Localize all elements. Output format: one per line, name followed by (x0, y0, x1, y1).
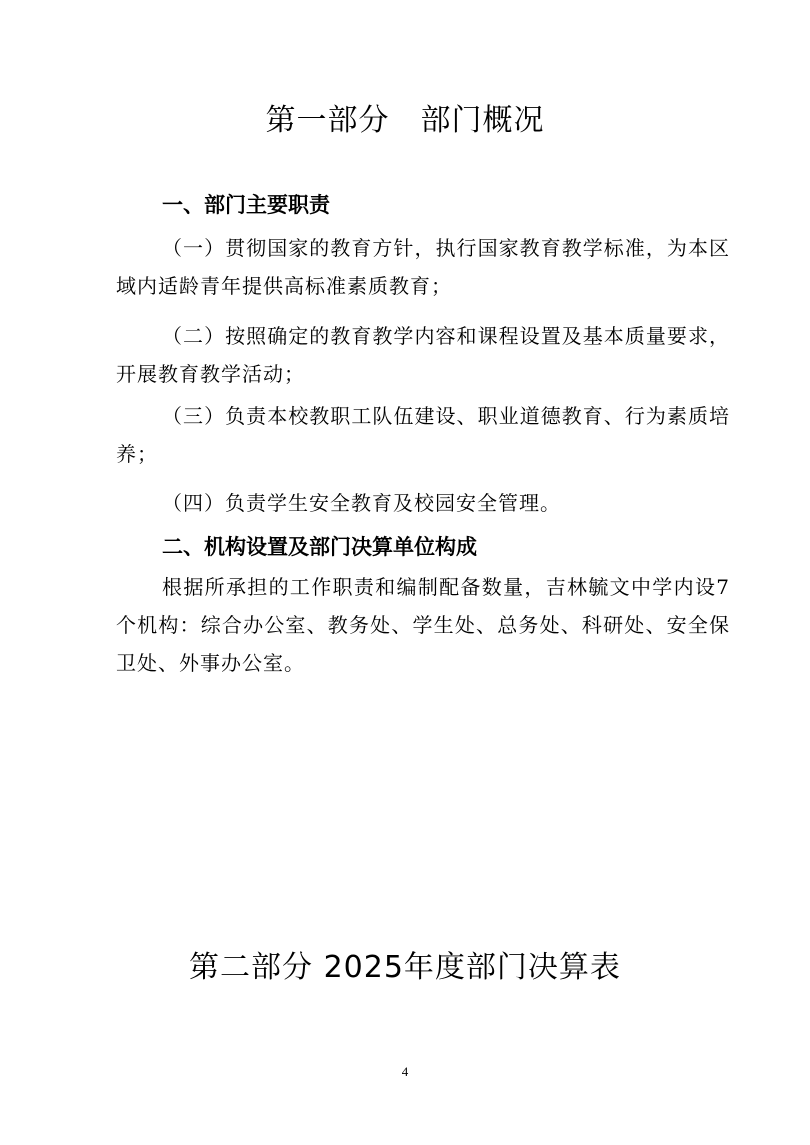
section1-heading: 一、部门主要职责 (162, 193, 330, 217)
duty-item-2: （二）按照确定的教育教学内容和课程设置及基本质量要求，开展教育教学活动； (116, 324, 730, 386)
section2-body: 根据所承担的工作职责和编制配备数量，吉林毓文中学内设7个机构：综合办公室、教务处、学生处、总务处、科研处、安全保卫处、外事办公室。 (116, 575, 730, 675)
section2-heading: 二、机构设置及部门决算单位构成 (162, 535, 477, 559)
page-number: 4 (401, 1064, 409, 1079)
duty-item-3: （三）负责本校教职工队伍建设、职业道德教育、行为素质培养； (116, 404, 730, 466)
duty-item-1: （一）贯彻国家的教育方针，执行国家教育教学标准，为本区域内适龄青年提供高标准素质教育； (116, 236, 730, 298)
part1-title: 第一部分 部门概况 (265, 103, 545, 138)
part2-title: 第二部分 2025年度部门决算表 (189, 950, 621, 985)
duty-item-4: （四）负责学生安全教育及校园安全管理。 (162, 491, 561, 515)
